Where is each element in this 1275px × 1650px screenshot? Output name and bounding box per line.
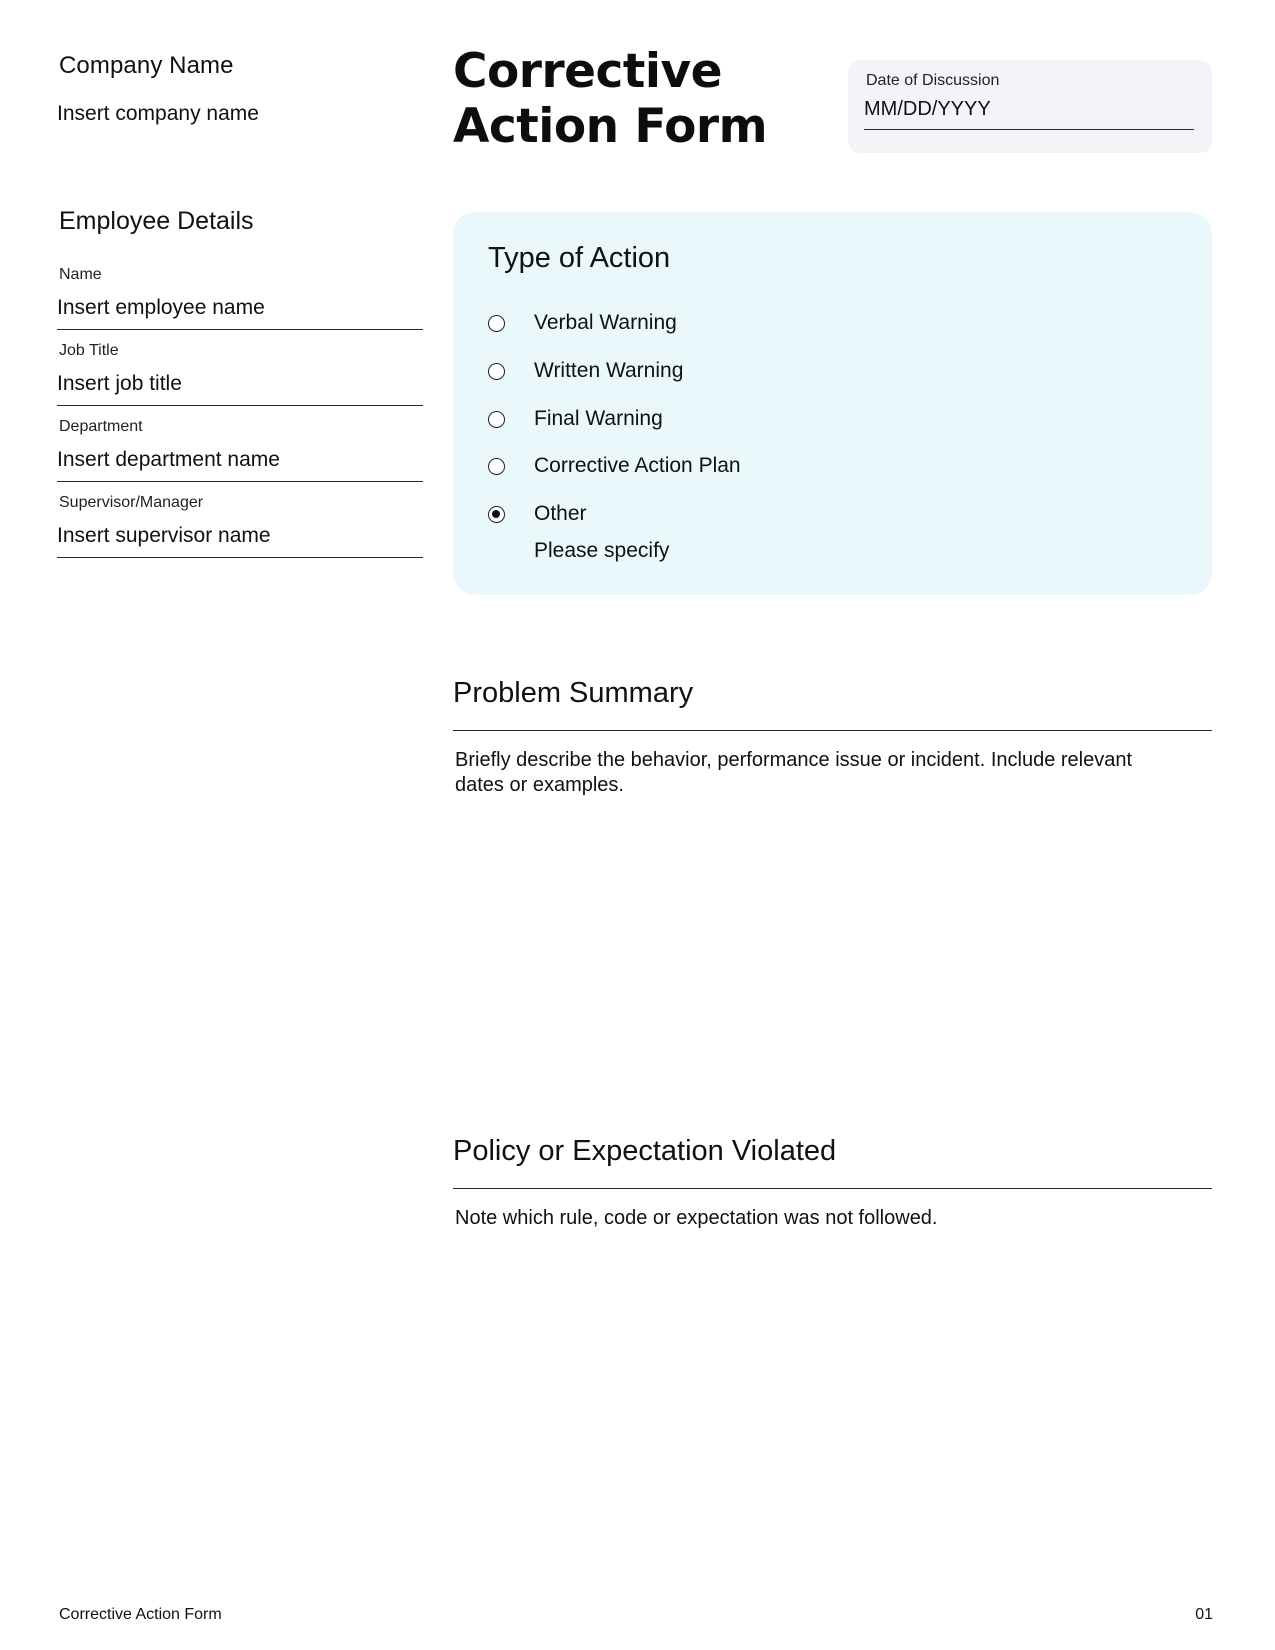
option-other-label: Other [534, 502, 587, 525]
option-verbal-warning[interactable] [488, 309, 677, 337]
employee-details-heading: Employee Details [59, 207, 254, 235]
employee-name-field[interactable]: Insert employee name [57, 290, 423, 330]
option-written-warning[interactable] [488, 357, 683, 385]
other-specify-field[interactable]: Please specify [534, 539, 670, 562]
supervisor-group [59, 494, 425, 558]
page-title-line-1: Corrective [453, 44, 722, 99]
date-of-discussion-field[interactable]: MM/DD/YYYY [864, 98, 1194, 130]
department-label: Department [59, 418, 143, 435]
page-title-line-2: Action Form [453, 99, 768, 154]
problem-summary-section [453, 677, 1212, 798]
job-title-field[interactable]: Insert job title [57, 366, 423, 406]
footer-document-title: Corrective Action Form [59, 1606, 222, 1623]
employee-name-group [59, 266, 425, 330]
radio-verbal-warning[interactable] [488, 315, 505, 332]
option-final-warning[interactable] [488, 405, 663, 433]
employee-name-label: Name [59, 266, 102, 283]
type-of-action-panel [453, 212, 1212, 595]
problem-summary-field[interactable]: Briefly describe the behavior, performance issue or incident. Include relevant dates or examples. [455, 749, 1133, 796]
option-verbal-warning-label: Verbal Warning [534, 311, 677, 334]
policy-violated-field[interactable]: Note which rule, code or expectation was not followed. [455, 1207, 938, 1229]
company-name-label: Company Name [59, 52, 234, 79]
company-name-field[interactable]: Insert company name [57, 102, 259, 125]
radio-other[interactable] [488, 506, 505, 523]
radio-written-warning[interactable] [488, 363, 505, 380]
radio-final-warning[interactable] [488, 411, 505, 428]
option-corrective-action-plan-label: Corrective Action Plan [534, 454, 741, 477]
supervisor-field[interactable]: Insert supervisor name [57, 518, 423, 558]
page-number: 01 [1195, 1606, 1213, 1623]
option-other[interactable] [488, 500, 587, 528]
radio-corrective-action-plan[interactable] [488, 458, 505, 475]
date-of-discussion-box [848, 60, 1212, 153]
job-title-label: Job Title [59, 342, 119, 359]
job-title-group [59, 342, 425, 406]
policy-violated-section [453, 1135, 1212, 1231]
policy-violated-heading: Policy or Expectation Violated [453, 1135, 1212, 1189]
problem-summary-heading: Problem Summary [453, 677, 1212, 731]
option-corrective-action-plan[interactable] [488, 452, 741, 480]
option-final-warning-label: Final Warning [534, 407, 663, 430]
type-of-action-heading: Type of Action [488, 242, 671, 274]
option-written-warning-label: Written Warning [534, 359, 684, 382]
department-field[interactable]: Insert department name [57, 442, 423, 482]
date-of-discussion-label: Date of Discussion [866, 72, 1000, 89]
department-group [59, 418, 425, 482]
supervisor-label: Supervisor/Manager [59, 494, 204, 511]
page-title [453, 44, 767, 154]
